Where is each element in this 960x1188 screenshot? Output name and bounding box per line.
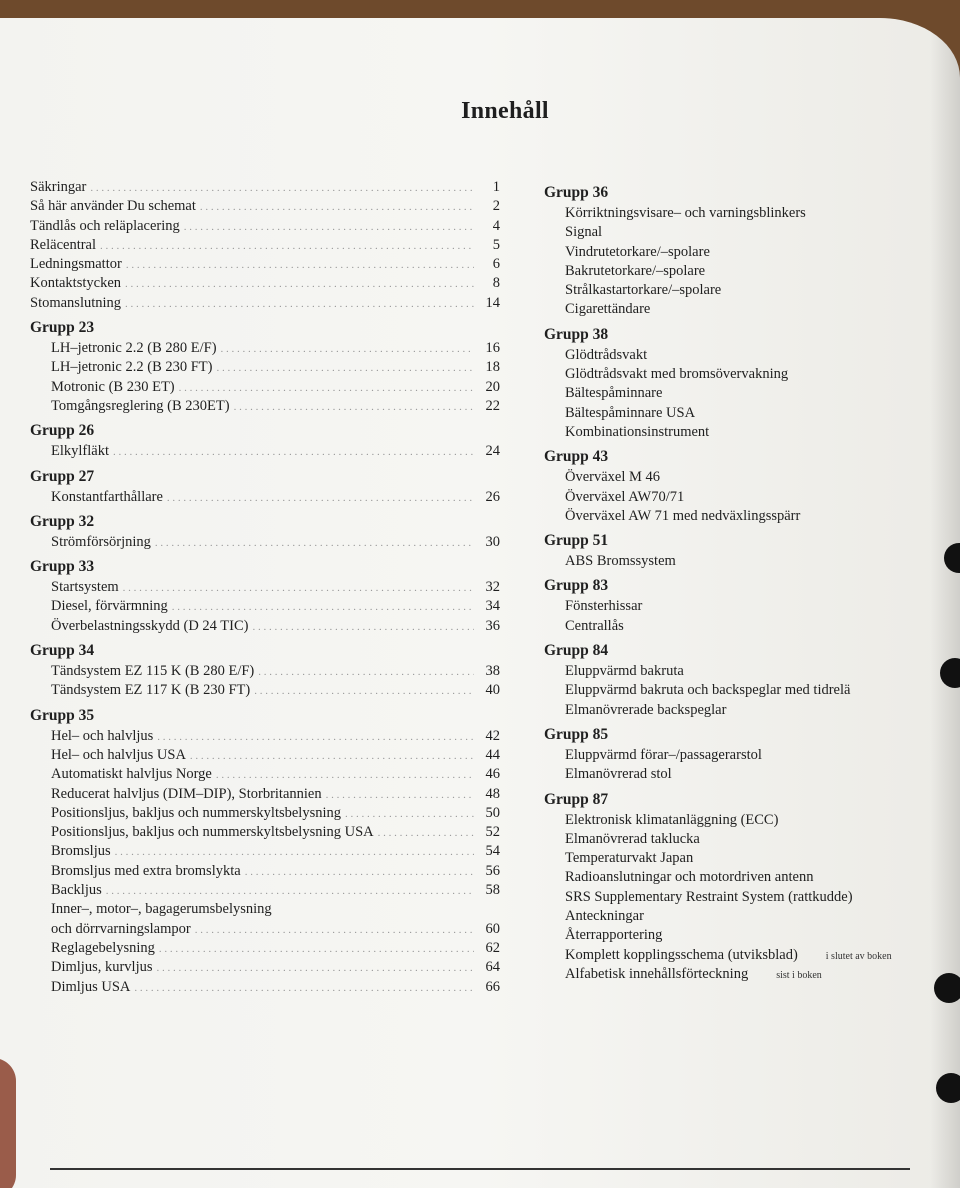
toc-entry xyxy=(544,701,874,720)
toc-group xyxy=(544,324,874,442)
toc-entry xyxy=(30,939,500,958)
page-title: Innehåll xyxy=(461,98,549,124)
toc-entry xyxy=(30,358,500,377)
dot-leader xyxy=(258,663,474,682)
toc-group-heading: Grupp 83 xyxy=(544,577,609,595)
toc-entry-title: Motronic (B 230 ET) xyxy=(51,378,175,395)
toc-entry xyxy=(30,378,500,397)
toc-entry-title: Bakrutetorkare/–spolare xyxy=(565,262,706,279)
toc-group xyxy=(30,640,500,701)
toc-entry-title: Eluppvärmd bakruta och backspeglar med tidrelä xyxy=(565,682,851,699)
toc-group-items xyxy=(30,488,500,507)
toc-entry-title: Strömförsörjning xyxy=(51,533,151,550)
toc-entry-title: och dörrvarningslampor xyxy=(51,920,191,937)
toc-entry xyxy=(544,507,874,526)
toc-entry-title: Återrapportering xyxy=(565,927,663,944)
toc-group-heading: Grupp 85 xyxy=(544,725,609,743)
toc-entry xyxy=(30,842,500,861)
toc-group xyxy=(30,556,500,636)
toc-entry-title: Tändlås och reläplacering xyxy=(30,217,180,234)
toc-entry xyxy=(544,926,874,945)
toc-entry-title: Bältespåminnare USA xyxy=(565,404,696,421)
dot-leader xyxy=(106,882,474,901)
toc-group-items xyxy=(30,662,500,701)
toc-entry-title: Så här använder Du schemat xyxy=(30,198,196,215)
toc-entry xyxy=(30,178,500,197)
toc-entry-title: Säkringar xyxy=(30,179,87,195)
toc-group-items xyxy=(544,662,874,720)
toc-entry-title: Centrallås xyxy=(565,617,624,634)
toc-entry-title: Elmanövrerad taklucka xyxy=(565,830,700,847)
dot-leader xyxy=(190,747,474,766)
toc-entry-title: Bromsljus xyxy=(51,843,111,860)
toc-page-number: 56 xyxy=(485,862,500,879)
dot-leader xyxy=(155,534,474,553)
toc-entry-title: Positionsljus, bakljus och nummerskyltsbelysning USA xyxy=(51,824,374,841)
toc-entry-title: Dimljus, kurvljus xyxy=(51,959,153,976)
toc-group-items xyxy=(544,746,874,785)
dot-leader xyxy=(126,256,474,275)
dot-leader xyxy=(221,340,474,359)
toc-group xyxy=(30,317,500,416)
toc-entry-title: Tomgångsreglering (B 230ET) xyxy=(51,397,230,414)
toc-entry xyxy=(30,920,500,939)
toc-group-heading: Grupp 43 xyxy=(544,448,609,466)
toc-page-number: 4 xyxy=(492,217,500,234)
toc-entry-title: Kontaktstycken xyxy=(30,275,122,292)
toc-entry xyxy=(30,681,500,700)
toc-entry xyxy=(544,662,874,681)
toc-group xyxy=(544,724,874,785)
dot-leader xyxy=(184,218,474,237)
page-bottom-rule xyxy=(50,1168,910,1170)
toc-page-number: 48 xyxy=(485,785,500,802)
dot-leader xyxy=(216,766,474,785)
toc-entry-title: Kombinationsinstrument xyxy=(565,423,710,440)
dot-leader xyxy=(125,295,474,314)
toc-page-number: 38 xyxy=(485,663,500,680)
toc-page-number: 64 xyxy=(485,959,500,976)
toc-location-note: i slutet av boken xyxy=(825,950,892,962)
toc-entry-title: Strålkastartorkare/–spolare xyxy=(565,282,722,299)
toc-page-number: 54 xyxy=(485,843,500,860)
dot-leader xyxy=(157,959,474,978)
dot-leader xyxy=(254,682,474,701)
toc-entry xyxy=(30,662,500,681)
toc-entry-title: Hel– och halvljus xyxy=(51,727,154,744)
toc-page-number: 40 xyxy=(485,682,500,699)
toc-entry xyxy=(544,597,874,616)
dot-leader xyxy=(234,398,474,417)
document-page xyxy=(0,18,960,1188)
dot-leader xyxy=(378,824,474,843)
toc-entry xyxy=(30,765,500,784)
toc-entry-title: Tändsystem EZ 117 K (B 230 FT) xyxy=(51,682,251,699)
dot-leader xyxy=(167,489,474,508)
dot-leader xyxy=(100,237,474,256)
toc-page-number: 36 xyxy=(485,617,500,634)
toc-entry-title: Överväxel AW 71 med nedväxlingsspärr xyxy=(565,507,801,524)
toc-group-items xyxy=(544,597,874,636)
toc-group xyxy=(544,640,874,720)
toc-entry xyxy=(544,346,874,365)
toc-entry xyxy=(30,339,500,358)
toc-entry xyxy=(30,978,500,997)
dot-leader xyxy=(123,579,474,598)
toc-page-number: 6 xyxy=(492,256,500,273)
toc-entry xyxy=(30,533,500,552)
toc-group-items xyxy=(544,204,874,320)
toc-entry xyxy=(30,958,500,977)
toc-right-groups xyxy=(544,182,892,984)
toc-group-heading: Grupp 38 xyxy=(544,325,609,343)
toc-group-items xyxy=(30,578,500,636)
toc-page-number: 42 xyxy=(485,727,500,744)
toc-entry-title: Elkylfläkt xyxy=(51,443,109,460)
toc-page-number: 34 xyxy=(485,598,500,615)
toc-entry-title: Elektronisk klimatanläggning (ECC) xyxy=(565,811,779,828)
toc-entry xyxy=(544,281,874,300)
toc-group-heading: Grupp 34 xyxy=(30,642,95,660)
dot-leader xyxy=(217,359,475,378)
toc-entry xyxy=(30,397,500,416)
dot-leader xyxy=(125,275,474,294)
toc-group-heading: Grupp 27 xyxy=(30,467,95,485)
toc-group-heading: Grupp 33 xyxy=(30,558,95,576)
toc-entry-title: Bältespåminnare xyxy=(565,385,663,402)
toc-left-groups xyxy=(30,317,500,997)
toc-entry xyxy=(544,404,874,423)
toc-page-number: 26 xyxy=(485,488,500,505)
toc-group xyxy=(30,705,500,997)
toc-group xyxy=(30,511,500,552)
toc-entry xyxy=(30,217,500,236)
toc-entry-title: Hel– och halvljus USA xyxy=(51,746,186,763)
toc-group-heading: Grupp 26 xyxy=(30,422,95,440)
toc-page-number: 5 xyxy=(492,236,500,253)
toc-entry xyxy=(544,365,874,384)
toc-entry xyxy=(30,785,500,804)
toc-group xyxy=(544,530,874,571)
toc-entry xyxy=(544,617,874,636)
toc-entry xyxy=(544,811,874,830)
toc-page-number: 44 xyxy=(485,746,500,763)
toc-entry-title: Signal xyxy=(565,224,603,241)
toc-page-number: 24 xyxy=(485,443,500,460)
toc-page-number: 8 xyxy=(492,275,500,292)
toc-left-column xyxy=(30,178,500,997)
toc-group xyxy=(544,575,874,636)
toc-entry-title: Fönsterhissar xyxy=(565,598,643,615)
toc-entry xyxy=(544,243,874,262)
toc-entry-title: Stomanslutning xyxy=(30,294,122,311)
toc-group xyxy=(30,466,500,507)
toc-entry-title: Cigarettändare xyxy=(565,301,651,318)
toc-entry xyxy=(544,262,874,281)
toc-entry-title: Anteckningar xyxy=(565,908,644,925)
toc-entry-title: Elmanövrerad stol xyxy=(565,766,672,783)
toc-entry-title: Automatiskt halvljus Norge xyxy=(51,766,212,783)
binder-hole xyxy=(934,973,960,1003)
toc-entry xyxy=(30,442,500,461)
toc-entry xyxy=(544,765,874,784)
toc-entry-title: Glödtrådsvakt med bromsövervakning xyxy=(565,366,789,383)
toc-entry xyxy=(30,900,500,919)
toc-entry xyxy=(544,888,874,907)
toc-group-items xyxy=(544,552,874,571)
toc-entry xyxy=(544,384,874,403)
toc-entry-title: Inner–, motor–, bagagerumsbelysning xyxy=(51,901,272,918)
toc-group-heading: Grupp 23 xyxy=(30,319,95,337)
toc-entry xyxy=(544,965,874,984)
toc-entry xyxy=(30,236,500,255)
toc-entry xyxy=(30,727,500,746)
toc-entry xyxy=(30,274,500,293)
toc-page-number: 1 xyxy=(492,179,500,195)
toc-group-items xyxy=(544,346,874,442)
toc-entry-title: Vindrutetorkare/–spolare xyxy=(565,243,710,260)
toc-group-items xyxy=(30,533,500,552)
toc-page-number: 60 xyxy=(485,920,500,937)
toc-entry xyxy=(30,578,500,597)
toc-entry xyxy=(544,849,874,868)
toc-page-number: 30 xyxy=(485,533,500,550)
dot-leader xyxy=(345,805,474,824)
toc-entry-title: Glödtrådsvakt xyxy=(565,346,648,363)
dot-leader xyxy=(157,728,474,747)
toc-entry xyxy=(544,423,874,442)
toc-page-number: 62 xyxy=(485,939,500,956)
toc-entry-title: Tändsystem EZ 115 K (B 280 E/F) xyxy=(51,663,255,680)
toc-group-heading: Grupp 84 xyxy=(544,642,609,660)
toc-entry-title: Alfabetisk innehållsförteckning xyxy=(565,965,749,982)
binder-hole xyxy=(936,1073,960,1103)
toc-entry-title: Elmanövrerade backspeglar xyxy=(565,701,727,718)
toc-group-items xyxy=(30,339,500,416)
toc-group-heading: Grupp 51 xyxy=(544,532,609,550)
toc-group-items xyxy=(544,811,892,985)
toc-entry xyxy=(30,881,500,900)
toc-entry-title: Radioanslutningar och motordriven antenn xyxy=(565,869,814,886)
toc-entry-title: Överväxel M 46 xyxy=(565,469,661,486)
toc-intro-list xyxy=(30,178,500,313)
toc-entry xyxy=(544,907,874,926)
toc-page-number: 20 xyxy=(485,378,500,395)
toc-location-note: sist i boken xyxy=(776,969,822,981)
toc-entry xyxy=(544,468,874,487)
dot-leader xyxy=(195,921,474,940)
toc-page-number: 52 xyxy=(485,824,500,841)
toc-entry-title: Dimljus USA xyxy=(51,978,131,995)
toc-entry xyxy=(544,746,874,765)
toc-group xyxy=(544,789,892,985)
toc-entry xyxy=(30,597,500,616)
toc-entry-title: Bromsljus med extra bromslykta xyxy=(51,862,241,879)
toc-right-column xyxy=(544,178,892,984)
toc-page-number: 50 xyxy=(485,804,500,821)
toc-entry xyxy=(30,488,500,507)
dot-leader xyxy=(245,863,474,882)
toc-page-number: 16 xyxy=(485,340,500,357)
dot-leader xyxy=(134,979,474,998)
toc-entry xyxy=(544,868,874,887)
toc-entry-title: LH–jetronic 2.2 (B 280 E/F) xyxy=(51,340,217,357)
dot-leader xyxy=(113,443,474,462)
toc-group xyxy=(544,446,874,526)
toc-page-number: 14 xyxy=(485,294,500,311)
toc-entry-title: Reglagebelysning xyxy=(51,939,155,956)
toc-entry xyxy=(30,746,500,765)
toc-group-heading: Grupp 35 xyxy=(30,706,95,724)
toc-entry-title: SRS Supplementary Restraint System (rattkudde) xyxy=(565,888,853,905)
toc-group xyxy=(30,420,500,461)
dot-leader xyxy=(159,940,474,959)
page-edge-shadow xyxy=(930,18,960,1188)
toc-entry xyxy=(30,862,500,881)
toc-entry xyxy=(544,681,874,700)
thumb-shadow xyxy=(0,1058,16,1188)
toc-entry-title: Reducerat halvljus (DIM–DIP), Storbritannien xyxy=(51,785,322,802)
toc-entry-title: LH–jetronic 2.2 (B 230 FT) xyxy=(51,359,213,376)
toc-entry xyxy=(544,204,874,223)
toc-entry xyxy=(544,830,874,849)
toc-entry-title: Överväxel AW70/71 xyxy=(565,488,685,505)
toc-page-number: 22 xyxy=(485,397,500,414)
toc-page-number: 32 xyxy=(485,579,500,596)
toc-entry xyxy=(30,255,500,274)
toc-entry-title: Backljus xyxy=(51,882,102,899)
toc-entry xyxy=(30,294,500,313)
toc-page-number: 46 xyxy=(485,766,500,783)
toc-entry-title: Diesel, förvärmning xyxy=(51,598,168,615)
toc-entry-title: Startsystem xyxy=(51,579,119,596)
toc-entry xyxy=(30,804,500,823)
dot-leader xyxy=(90,179,474,198)
dot-leader xyxy=(172,598,474,617)
toc-entry xyxy=(30,617,500,636)
toc-entry xyxy=(544,488,874,507)
toc-entry xyxy=(30,197,500,216)
toc-entry xyxy=(544,223,874,242)
dot-leader xyxy=(326,786,474,805)
toc-entry-title: Körriktningsvisare– och varningsblinkers xyxy=(565,205,806,221)
dot-leader xyxy=(179,379,474,398)
toc-entry xyxy=(544,946,892,965)
toc-entry-title: Temperaturvakt Japan xyxy=(565,850,694,867)
toc-page-number: 2 xyxy=(492,198,500,215)
toc-page-number: 66 xyxy=(485,978,500,995)
toc-entry xyxy=(30,823,500,842)
toc-page-number: 18 xyxy=(485,359,500,376)
toc-entry xyxy=(544,552,874,571)
toc-entry-title: Reläcentral xyxy=(30,236,97,253)
toc-group-items xyxy=(30,442,500,461)
toc-entry xyxy=(544,300,874,319)
toc-group-items xyxy=(30,727,500,997)
toc-entry-title: Eluppvärmd förar–/passagerarstol xyxy=(565,746,762,763)
toc-entry-title: Positionsljus, bakljus och nummerskyltsbelysning xyxy=(51,804,342,821)
dot-leader xyxy=(252,618,474,637)
toc-group-heading: Grupp 87 xyxy=(544,790,609,808)
toc-page-number: 58 xyxy=(485,882,500,899)
toc-entry-title: Komplett kopplingsschema (utviksblad) xyxy=(565,946,798,963)
toc-entry-title: Överbelastningsskydd (D 24 TIC) xyxy=(51,617,249,634)
toc-entry-title: Ledningsmattor xyxy=(30,256,122,273)
dot-leader xyxy=(115,843,474,862)
toc-entry-title: Eluppvärmd bakruta xyxy=(565,663,684,680)
dot-leader xyxy=(200,198,474,217)
toc-entry-title: ABS Bromssystem xyxy=(565,553,676,570)
toc-group xyxy=(544,182,874,320)
toc-entry-title: Konstantfarthållare xyxy=(51,488,163,505)
toc-group-heading: Grupp 32 xyxy=(30,512,95,530)
toc-group-items xyxy=(544,468,874,526)
toc-group-heading: Grupp 36 xyxy=(544,184,609,201)
